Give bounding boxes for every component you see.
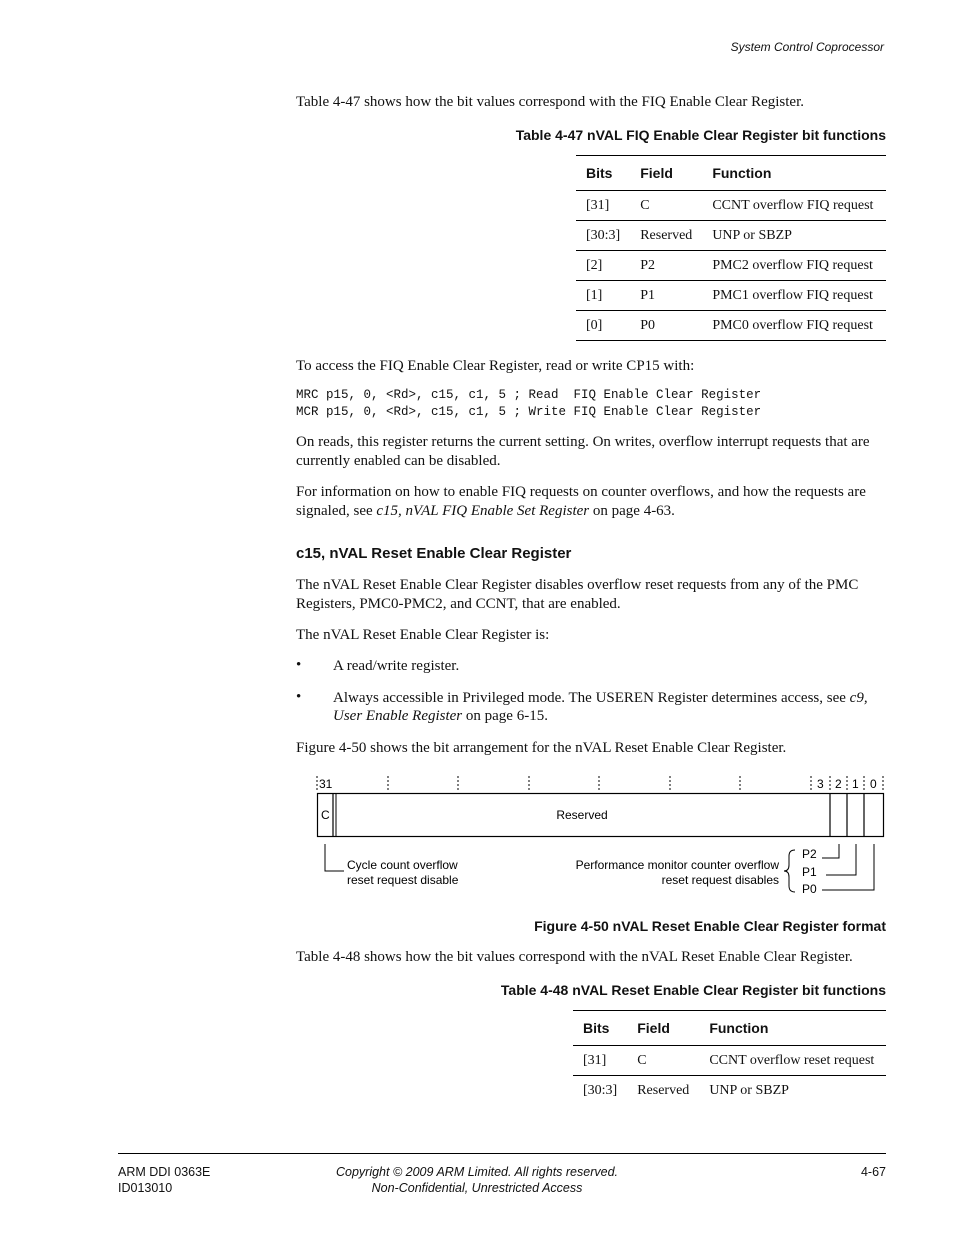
bit-ticks [317,776,883,790]
bit-number: 3 [817,777,824,791]
field-c-label: C [321,808,330,822]
column-header: Function [702,156,886,191]
field-reserved-label: Reserved [556,808,608,822]
table-cell: Reserved [630,221,702,251]
info-text: on page 4-63. [589,503,675,519]
intro-paragraph: Table 4-48 shows how the bit values correspond with the nVAL Reset Enable Clear Register. [296,949,853,965]
table-row [576,251,886,281]
bullet-text: on page 6-15. [462,708,548,724]
cycle-count-label: reset request disable [347,873,459,887]
table-cell: [1] [576,281,630,311]
section-paragraph: The nVAL Reset Enable Clear Register is: [296,627,550,643]
table-cell: PMC2 overflow FIQ request [702,251,886,281]
table-row [573,1076,886,1106]
table-cell: P0 [630,311,702,341]
cross-reference-link[interactable]: c15, nVAL FIQ Enable Set Register [376,503,590,519]
table-cell: [30:3] [583,1082,618,1098]
bit-number: 2 [835,777,842,791]
copyright-text: Copyright © 2009 ARM Limited. All rights reserved. [335,1165,618,1179]
table-caption: Table 4-47 nVAL FIQ Enable Clear Register bit functions [515,127,886,143]
footer-doc-info [118,1164,210,1196]
register-diagram [300,770,900,902]
p0-label: P0 [802,882,817,896]
table-row [576,311,886,341]
section-heading: c15, nVAL Reset Enable Clear Register [296,545,572,562]
table-cell: P1 [630,281,702,311]
bullet-marker: • [296,689,302,705]
access-text: Non-Confidential, Unrestricted Access [371,1181,583,1195]
figure-intro-paragraph: Figure 4-50 shows the bit arrangement for the nVAL Reset Enable Clear Register. [296,740,787,756]
code-line: MRC p15, 0, <Rd>, c15, c1, 5 ; Read FIQ Enable Clear Register [296,388,762,402]
info-text: For information on how to enable FIQ requests on counter overflows, and how the requests are signaled, see [296,484,866,519]
cycle-count-label: Cycle count overflow [347,858,458,872]
table-row [576,221,886,251]
table-cell: CCNT overflow FIQ request [702,191,886,221]
table-cell: P2 [630,251,702,281]
cross-reference-link[interactable]: c9, User Enable Register [333,690,868,724]
column-header: Field [630,156,702,191]
bit-functions-table [576,155,886,341]
table-cell: [30:3] [576,221,630,251]
footer-copyright [302,1164,652,1196]
bit-number: 31 [319,777,333,791]
code-block [296,387,761,421]
bullet-text: Always accessible in Privileged mode. The USEREN Register determines access, see [333,690,850,706]
column-header: Function [699,1011,886,1046]
table-cell: PMC0 overflow FIQ request [702,311,886,341]
bit-number: 0 [870,777,877,791]
column-header: Bits [573,1011,627,1046]
bullet-item [333,689,888,725]
perf-monitor-label: Performance monitor counter overflow [575,858,779,872]
intro-paragraph: Table 4-47 shows how the bit values correspond with the FIQ Enable Clear Register. [296,94,805,110]
table-cell: [31] [576,191,630,221]
doc-revision: ID013010 [118,1181,173,1195]
table-cell: UNP or SBZP [709,1082,789,1098]
p1-label: P1 [802,865,817,879]
table-row [573,1046,886,1076]
table-row [576,281,886,311]
page-number: 4-67 [860,1165,886,1179]
p2-label: P2 [802,847,817,861]
table-caption: Table 4-48 nVAL Reset Enable Clear Register bit functions [500,982,886,998]
table-cell: PMC1 overflow FIQ request [702,281,886,311]
table-cell: UNP or SBZP [702,221,886,251]
column-header: Bits [576,156,630,191]
table-cell: CCNT overflow reset request [699,1046,886,1076]
perf-monitor-label: reset request disables [661,873,779,887]
access-paragraph: To access the FIQ Enable Clear Register, read or write CP15 with: [296,358,695,374]
bullet-marker: • [296,657,302,673]
table-cell: [31] [573,1046,627,1076]
section-paragraph: The nVAL Reset Enable Clear Register disables overflow reset requests from any of the PMC Registers, PMC0-PMC2, and CCNT, that are enabled. [296,577,859,612]
figure-caption: Figure 4-50 nVAL Reset Enable Clear Register format [534,918,886,934]
table-cell: Reserved [637,1082,690,1098]
bullet-item: A read/write register. [333,658,460,674]
table-cell: C [627,1046,699,1076]
table-cell: [2] [576,251,630,281]
table-row [576,191,886,221]
table-header-row [573,1011,886,1046]
bit-functions-table [573,1010,886,1105]
bit-number: 1 [852,777,859,791]
table-header-row [576,156,886,191]
column-header: Field [627,1011,699,1046]
code-line: MCR p15, 0, <Rd>, c15, c1, 5 ; Write FIQ Enable Clear Register [296,405,762,419]
info-paragraph [296,483,888,521]
footer-divider [118,1153,886,1154]
reads-paragraph: On reads, this register returns the current setting. On writes, overflow interrupt requests that are currently enabled can be disabled. [296,434,870,469]
doc-id: ARM DDI 0363E [118,1165,211,1179]
running-title: System Control Coprocessor [730,40,884,54]
table-cell: C [630,191,702,221]
table-cell: [0] [576,311,630,341]
